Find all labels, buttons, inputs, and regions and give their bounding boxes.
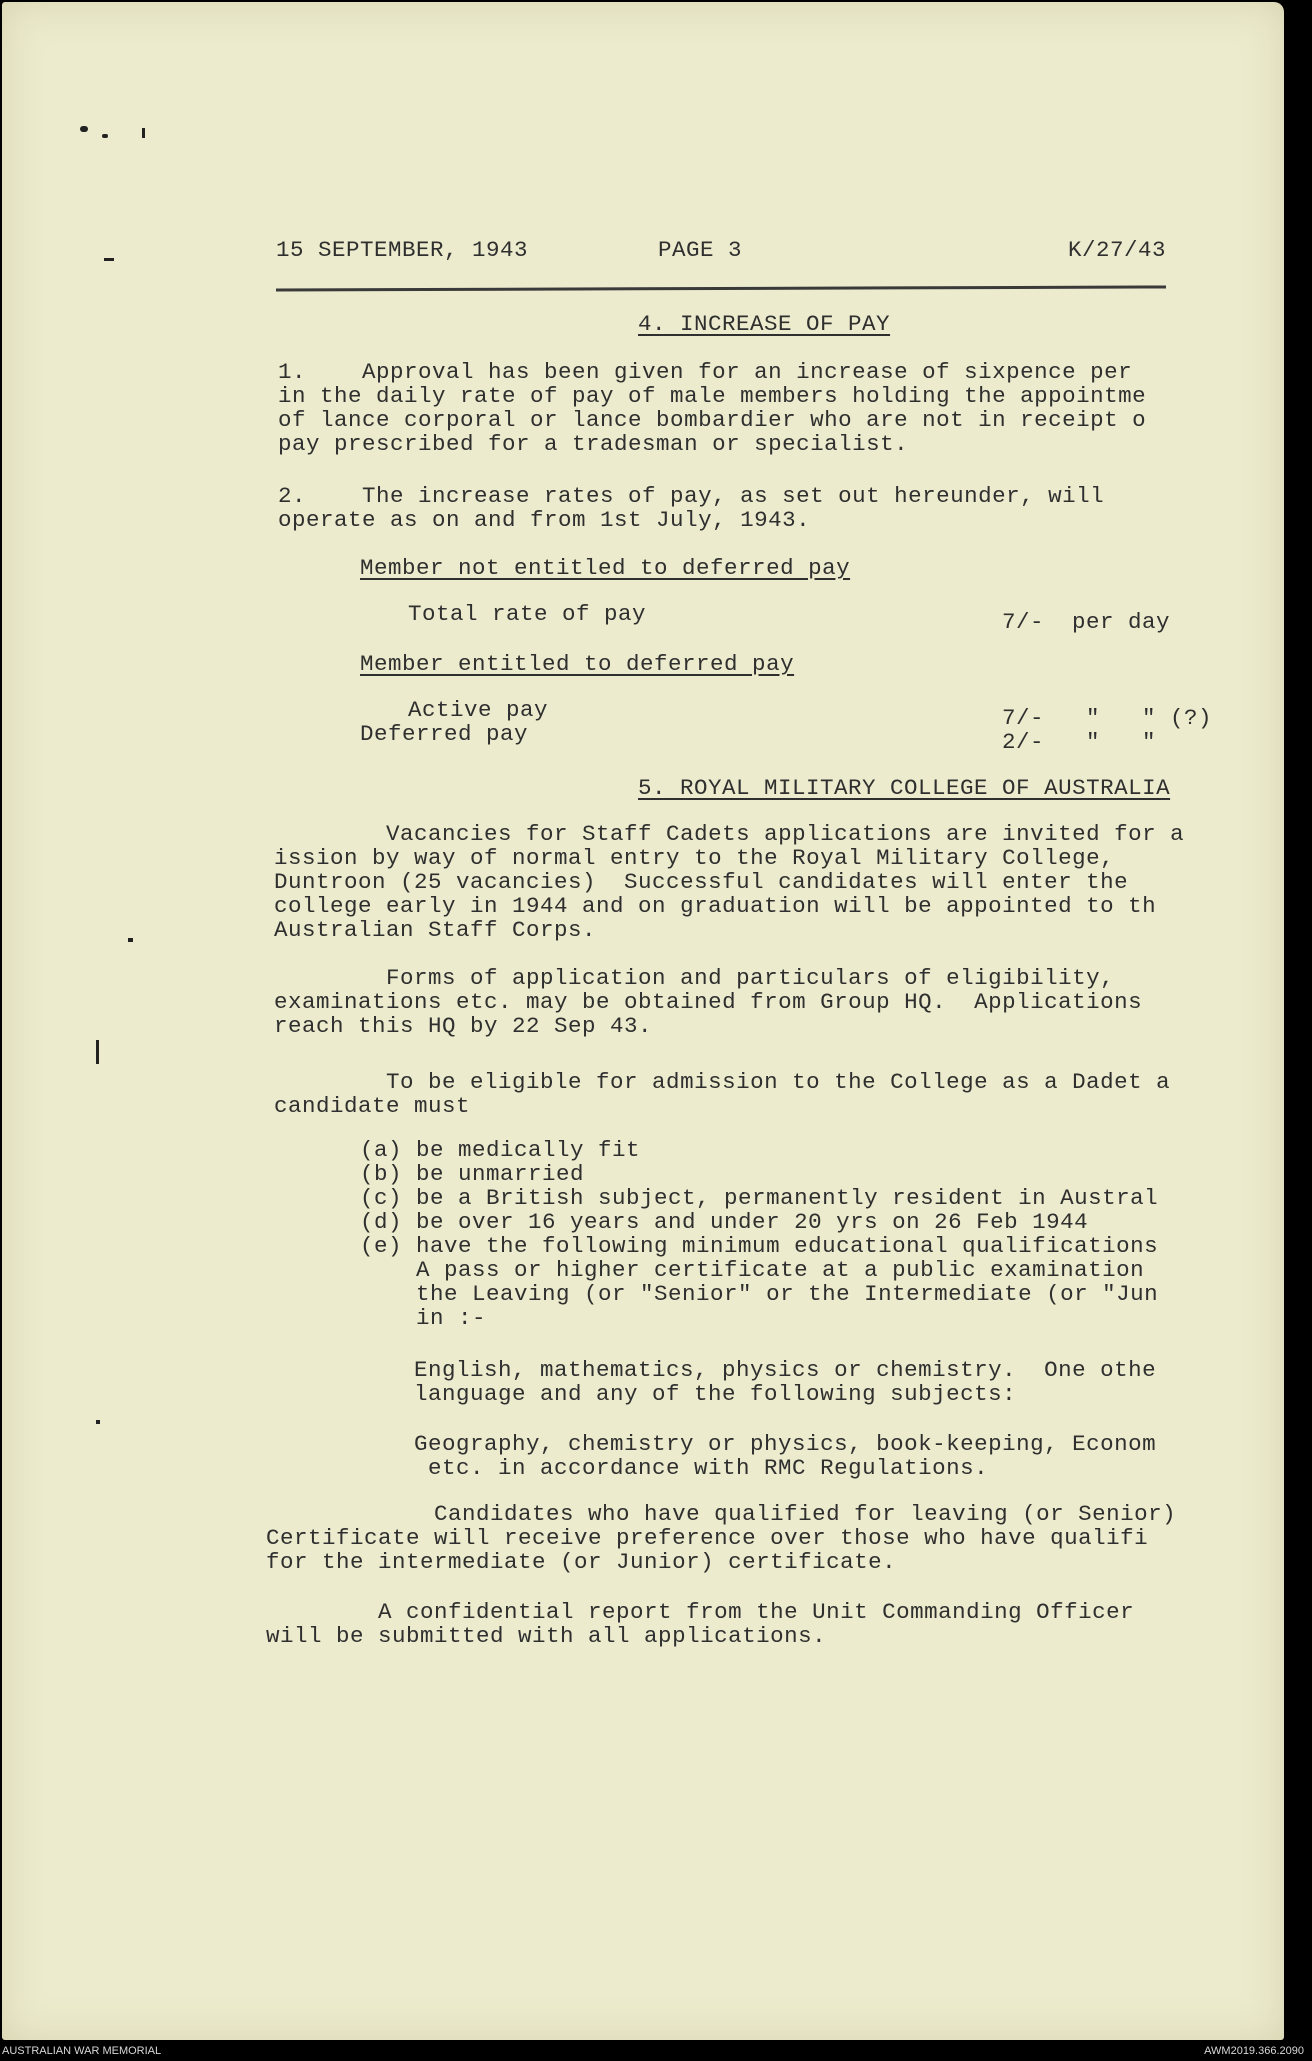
section5-heading: 5. ROYAL MILITARY COLLEGE OF AUSTRALIA [638,775,1171,801]
subjects-line: language and any of the following subjects: [414,1381,1017,1407]
punch-mark [142,128,145,138]
punch-mark [96,1040,99,1064]
section5-para1-line: Duntroon (25 vacancies) Successful candidates will enter the [274,869,1129,895]
section4-para2-line: 2. The increase rates of pay, as set out hereunder, will [278,483,1105,509]
punch-mark [80,126,88,132]
section5-para4-line: Certificate will receive preference over those who have qualifi [266,1525,1149,1551]
header-rule [276,285,1166,291]
total-rate-label: Total rate of pay [408,601,647,627]
document-page [2,2,1284,2040]
condition-item: (a) be medically fit [360,1137,641,1163]
footer-credit: AUSTRALIAN WAR MEMORIAL [2,2045,162,2057]
header-page: PAGE 3 [658,237,743,263]
header-date: 15 SEPTEMBER, 1943 [276,237,529,263]
section5-para3-line: candidate must [274,1093,471,1119]
deferred-pay-label: Deferred pay [360,721,529,747]
section4-para1-line: in the daily rate of pay of male members holding the appointme [278,383,1147,409]
punch-mark [128,938,133,942]
section5-para1-line: Australian Staff Corps. [274,917,597,943]
condition-item: (d) be over 16 years and under 20 yrs on 26 Feb 1944 [360,1209,1089,1235]
condition-item: (c) be a British subject, permanently resident in Austral [360,1185,1159,1211]
not-entitled-heading: Member not entitled to deferred pay [360,555,851,581]
active-pay-value: 7/- " " (?) [1002,705,1213,731]
section4-para1-line: of lance corporal or lance bombardier who are not in receipt o [278,407,1147,433]
section4-heading: 4. INCREASE OF PAY [638,311,891,337]
section5-para5-line: A confidential report from the Unit Commanding Officer [266,1599,1135,1625]
entitled-heading: Member entitled to deferred pay [360,651,795,677]
section5-para2-line: Forms of application and particulars of eligibility, [274,965,1115,991]
deferred-pay-value: 2/- " " [1002,729,1157,755]
punch-mark [102,134,108,138]
header-ref: K/27/43 [1068,237,1167,263]
section4-para2-line: operate as on and from 1st July, 1943. [278,507,811,533]
condition-item: (e) have the following minimum educational qualifications [360,1233,1159,1259]
condition-item: in :- [360,1305,487,1331]
section5-para5-line: will be submitted with all applications. [266,1623,827,1649]
active-pay-label: Active pay [408,697,549,723]
condition-item: (b) be unmarried [360,1161,585,1187]
section5-para2-line: reach this HQ by 22 Sep 43. [274,1013,653,1039]
subjects-line: English, mathematics, physics or chemistry. One othe [414,1357,1157,1383]
total-rate-value: 7/- per day [1002,609,1171,635]
section4-para1-line: pay prescribed for a tradesman or specialist. [278,431,909,457]
section5-para1-line: college early in 1944 and on graduation will be appointed to th [274,893,1157,919]
footer-catalogue-id: AWM2019.366.2090 [1204,2045,1304,2057]
subjects-line: Geography, chemistry or physics, book-keeping, Econom [414,1431,1157,1457]
section5-para4-line: Candidates who have qualified for leaving (or Senior) [266,1501,1177,1527]
section5-para2-line: examinations etc. may be obtained from Group HQ. Applications [274,989,1143,1015]
section4-para1-line: 1. Approval has been given for an increase of sixpence per [278,359,1133,385]
condition-item: the Leaving (or "Senior" or the Intermediate (or "Jun [360,1281,1159,1307]
section5-para3-line: To be eligible for admission to the College as a Dadet a [274,1069,1171,1095]
condition-item: A pass or higher certificate at a public examination [360,1257,1145,1283]
section5-para4-line: for the intermediate (or Junior) certificate. [266,1549,897,1575]
section5-para1-line: Vacancies for Staff Cadets applications are invited for a [274,821,1185,847]
section5-para1-line: ission by way of normal entry to the Royal Military College, [274,845,1115,871]
punch-mark [96,1420,100,1424]
subjects-line: etc. in accordance with RMC Regulations. [414,1455,989,1481]
punch-mark [104,258,114,261]
